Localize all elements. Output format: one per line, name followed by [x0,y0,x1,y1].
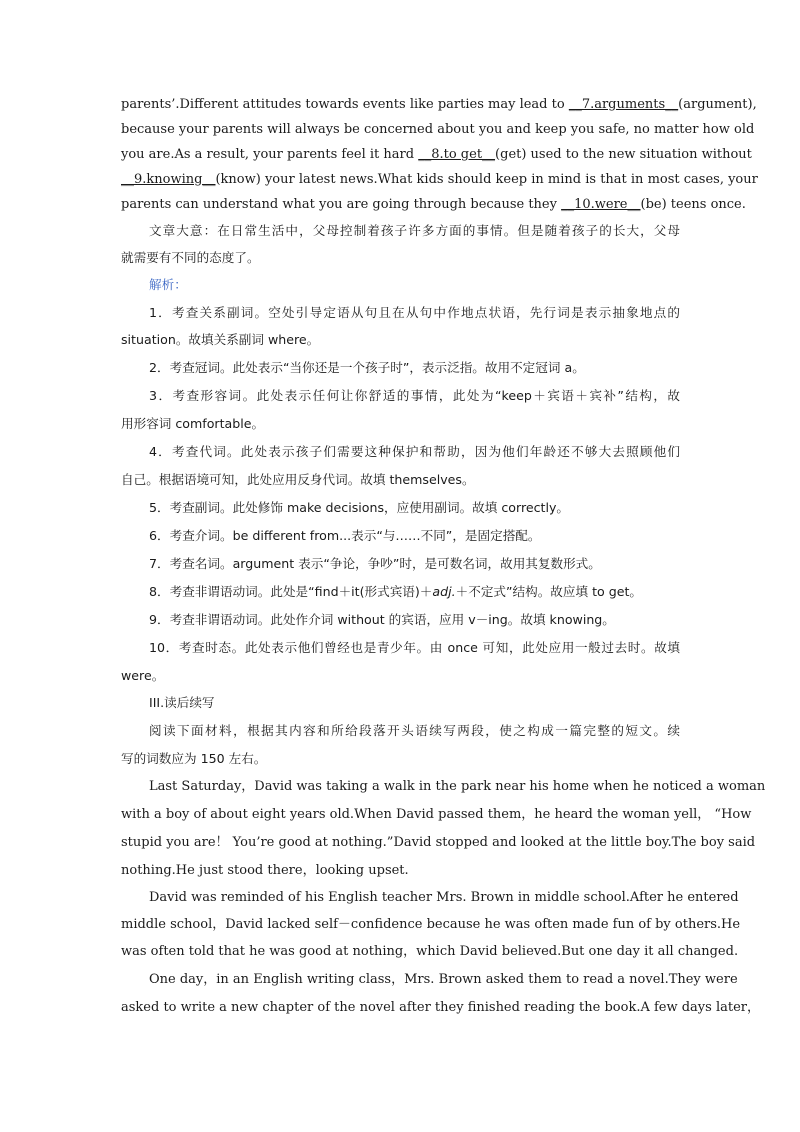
analysis-item: 4．考查代词。此处表示孩子们需要这种保护和帮助，因为他们年龄还不够大去照顾他们 [149,444,680,459]
instruction-line: 写的词数应为 150 左右。 [121,751,267,766]
passage-text: parents’.Different attitudes towards events like parties may lead to [121,97,569,112]
passage-line [121,196,746,214]
analysis-item: 6．考查介词。be different from...表示“与……不同”，是固定搭配。 [149,528,541,543]
instruction-line: 阅读下面材料，根据其内容和所给段落开头语续写两段，使之构成一篇完整的短文。续 [149,723,680,738]
answer-10: __10.were__ [561,197,641,212]
section-title: III.读后续写 [149,695,215,710]
story-line: David was reminded of his English teacher Mrs. Brown in middle school.After he entered [149,890,739,905]
passage-text: (be) teens once. [640,197,746,212]
passage-text: (argument), [678,97,757,112]
passage-text: you are.As a result, your parents feel it hard [121,147,419,162]
story-line: stupid you are！ You’re good at nothing.”David stopped and looked at the little boy.The boy said [121,835,756,850]
story-line: asked to write a new chapter of the novel after they finished reading the book.A few days later， [121,1000,760,1015]
analysis-item: were。 [121,668,165,683]
analysis-item: 3．考查形容词。此处表示任何让你舒适的事情，此处为“keep＋宾语＋宾补”结构，故 [149,388,680,403]
passage-line [121,96,757,114]
story-line: nothing.He just stood there，looking upset. [121,863,409,878]
answer-8: __8.to get__ [418,147,496,162]
analysis-item: 5．考查副词。此处修饰 make decisions，应使用副词。故填 correctly。 [149,500,569,515]
passage-text: (get) used to the new situation without [495,147,752,162]
analysis-item: 2．考查冠词。此处表示“当你还是一个孩子时”，表示泛指。故用不定冠词 a。 [149,360,585,375]
analysis-item [149,583,680,601]
story-line: Last Saturday，David was taking a walk in the park near his home when he noticed a woman [149,779,766,794]
summary-line: 文章大意：在日常生活中，父母控制着孩子许多方面的事情。但是随着孩子的长大，父母 [149,223,680,238]
analysis-item: 9．考查非谓语动词。此处作介词 without 的宾语，应用 v－ing。故填 knowing。 [149,612,615,627]
answer-9: __9.knowing__ [121,172,216,187]
passage-line [121,146,752,164]
passage-line [121,171,758,189]
analysis-item: 用形容词 comfortable。 [121,416,265,431]
analysis-heading: 解析： [149,277,187,292]
summary-line: 就需要有不同的态度了。 [121,250,260,265]
story-line: middle school，David lacked self－confidence because he was often made fun of by others.He [121,917,741,932]
analysis-item: 自己。根据语境可知，此处应用反身代词。故填 themselves。 [121,472,475,487]
analysis-item: 10．考查时态。此处表示他们曾经也是青少年。由 once 可知，此处应用一般过去时。故填 [149,640,680,655]
story-line: was often told that he was good at nothing，which David believed.But one day it all changed. [121,944,739,959]
analysis-item: 7．考查名词。argument 表示“争论，争吵”时，是可数名词，故用其复数形式。 [149,556,601,571]
passage-text: parents can understand what you are going through because they [121,197,562,212]
analysis-item: 1．考查关系副词。空处引导定语从句且在从句中作地点状语，先行词是表示抽象地点的 [149,305,680,320]
analysis-text-italic: adj. [432,584,456,599]
analysis-text: 8．考查非谓语动词。此处是“find＋it(形式宾语)＋ [149,584,433,599]
analysis-item: situation。故填关系副词 where。 [121,332,320,347]
story-line: with a boy of about eight years old.When David passed them，he heard the woman yell， “How [121,807,752,822]
passage-text: (know) your latest news.What kids should keep in mind is that in most cases, your [215,172,758,187]
analysis-text: ＋不定式”结构。故应填 to get。 [455,584,643,599]
answer-7: __7.arguments__ [568,97,679,112]
passage-line: because your parents will always be concerned about you and keep you safe, no matter how old [121,122,755,137]
story-line: One day，in an English writing class，Mrs. Brown asked them to read a novel.They were [149,972,738,987]
